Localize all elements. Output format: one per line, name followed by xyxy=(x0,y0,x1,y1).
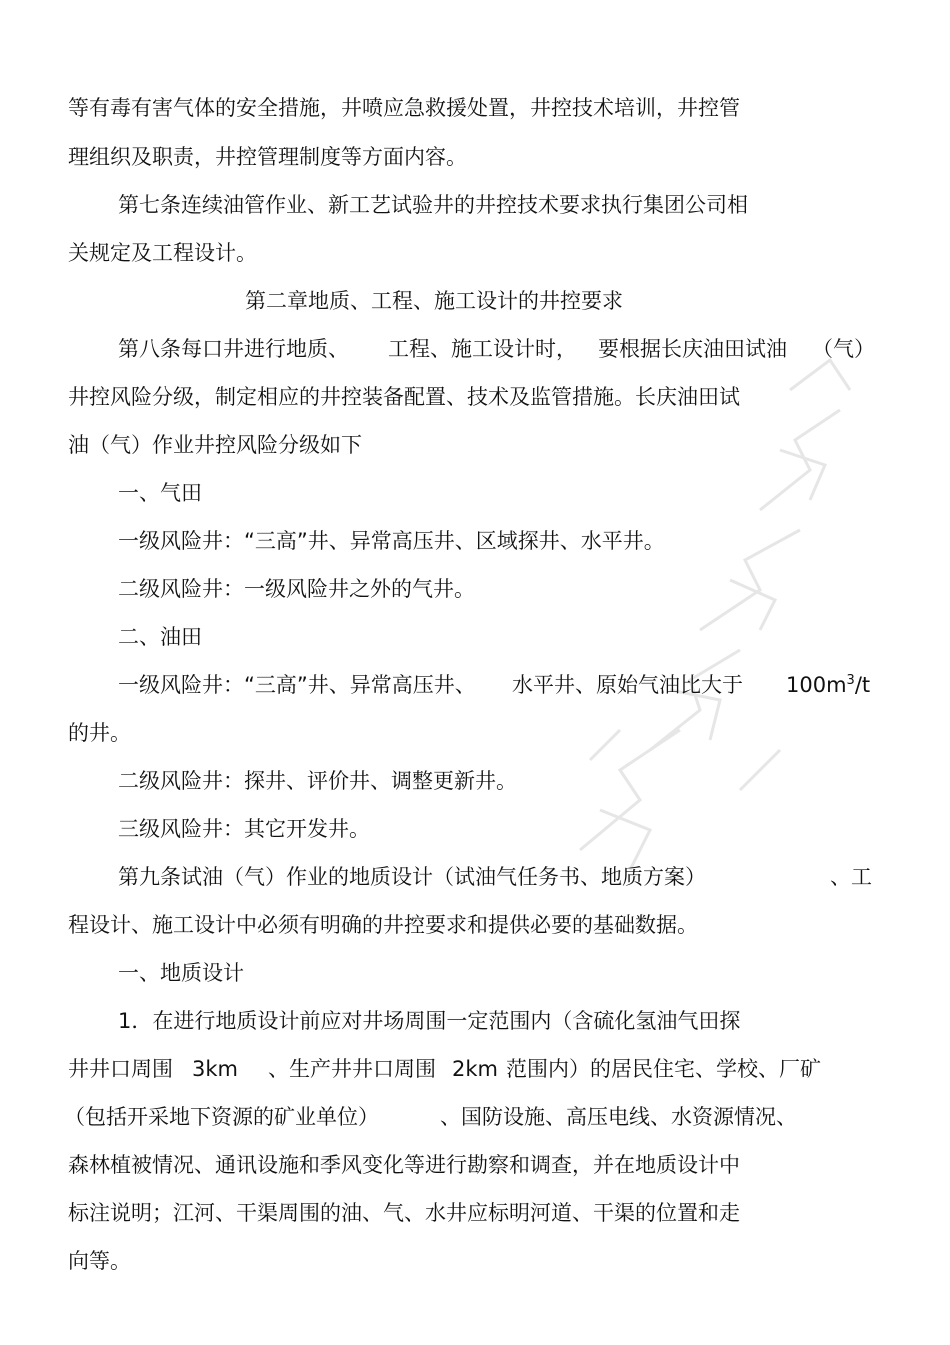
text-line xyxy=(68,430,362,460)
text-segment: 、生产井井口周围 xyxy=(268,1057,436,1081)
text-line xyxy=(268,1054,436,1084)
text-line xyxy=(68,718,131,748)
text-segment: 一、气田 xyxy=(118,481,202,505)
text-line xyxy=(118,478,202,508)
watermark-graphic xyxy=(560,330,860,890)
text-segment: 二级风险井：一级风险井之外的气井。 xyxy=(118,577,475,601)
text-line xyxy=(68,1054,173,1084)
text-line xyxy=(118,958,244,988)
text-segment: 理组织及职责，井控管理制度等方面内容。 xyxy=(68,145,467,169)
text-line xyxy=(512,670,743,700)
text-line xyxy=(506,1054,821,1084)
text-segment: 工程、施工设计时， xyxy=(388,337,577,361)
text-segment: 第七条连续油管作业、新工艺试验井的井控技术要求执行集团公司相 xyxy=(118,193,748,217)
text-segment: 、工 xyxy=(830,865,872,889)
text-line xyxy=(118,334,349,364)
text-segment: （包括开采地下资源的矿业单位） xyxy=(64,1105,379,1129)
text-segment: 范围内）的居民住宅、学校、厂矿 xyxy=(506,1057,821,1081)
text-segment: /t xyxy=(854,673,871,697)
text-segment: 水平井、原始气油比大于 xyxy=(512,673,743,697)
text-segment: 井控风险分级，制定相应的井控装备配置、技术及监管措施。长庆油田试 xyxy=(68,385,740,409)
text-segment: 1．在进行地质设计前应对井场周围一定范围内（含硫化氢油气田探 xyxy=(118,1009,741,1033)
text-line xyxy=(452,1054,498,1084)
text-line xyxy=(68,382,740,412)
text-line xyxy=(68,142,467,172)
text-segment: 100m xyxy=(786,673,847,697)
text-segment: 的井。 xyxy=(68,721,131,745)
text-segment: 二级风险井：探井、评价井、调整更新井。 xyxy=(118,769,517,793)
text-line xyxy=(118,526,665,556)
text-segment: 油（气）作业井控风险分级如下 xyxy=(68,433,362,457)
text-segment: 二、油田 xyxy=(118,625,202,649)
text-segment: 一、地质设计 xyxy=(118,961,244,985)
text-line xyxy=(68,93,740,123)
text-line xyxy=(68,238,257,268)
text-segment: 一级风险井：“三高”井、异常高压井、 xyxy=(118,673,476,697)
text-segment: 向等。 xyxy=(68,1249,131,1273)
text-line xyxy=(68,1246,131,1276)
text-segment: 要根据长庆油田试油 xyxy=(598,337,787,361)
chapter-heading xyxy=(245,286,623,316)
text-line xyxy=(192,1054,238,1084)
text-line xyxy=(118,622,202,652)
text-segment: 第八条每口井进行地质、 xyxy=(118,337,349,361)
text-segment: 井井口周围 xyxy=(68,1057,173,1081)
superscript: 3 xyxy=(846,673,855,688)
text-line xyxy=(118,670,476,700)
text-segment: 、国防设施、高压电线、水资源情况、 xyxy=(440,1105,797,1129)
text-line xyxy=(64,1102,379,1132)
text-segment: 森林植被情况、通讯设施和季风变化等进行勘察和调查，并在地质设计中 xyxy=(68,1153,740,1177)
text-segment: 等有毒有害气体的安全措施，井喷应急救援处置，井控技术培训，井控管 xyxy=(68,96,740,120)
text-segment: 2km xyxy=(452,1057,498,1081)
text-line xyxy=(118,862,706,892)
text-line xyxy=(786,670,870,700)
text-line xyxy=(68,1150,740,1180)
text-segment: 3km xyxy=(192,1057,238,1081)
text-segment: 标注说明；江河、干渠周围的油、气、水井应标明河道、干渠的位置和走 xyxy=(68,1201,740,1225)
text-segment: 一级风险井：“三高”井、异常高压井、区域探井、水平井。 xyxy=(118,529,665,553)
text-line xyxy=(388,334,577,364)
text-line xyxy=(118,190,748,220)
heading-text: 第二章地质、工程、施工设计的井控要求 xyxy=(245,289,623,313)
text-line xyxy=(68,910,698,940)
text-segment: 三级风险井：其它开发井。 xyxy=(118,817,370,841)
text-line xyxy=(68,1198,740,1228)
text-line xyxy=(118,574,475,604)
text-segment: 程设计、施工设计中必须有明确的井控要求和提供必要的基础数据。 xyxy=(68,913,698,937)
text-line xyxy=(440,1102,797,1132)
text-line xyxy=(812,334,875,364)
text-segment: （气） xyxy=(812,337,875,361)
text-line xyxy=(118,766,517,796)
text-segment: 关规定及工程设计。 xyxy=(68,241,257,265)
text-line xyxy=(118,814,370,844)
text-segment: 第九条试油（气）作业的地质设计（试油气任务书、地质方案） xyxy=(118,865,706,889)
text-line xyxy=(598,334,787,364)
text-line xyxy=(830,862,872,892)
text-line xyxy=(118,1006,740,1036)
